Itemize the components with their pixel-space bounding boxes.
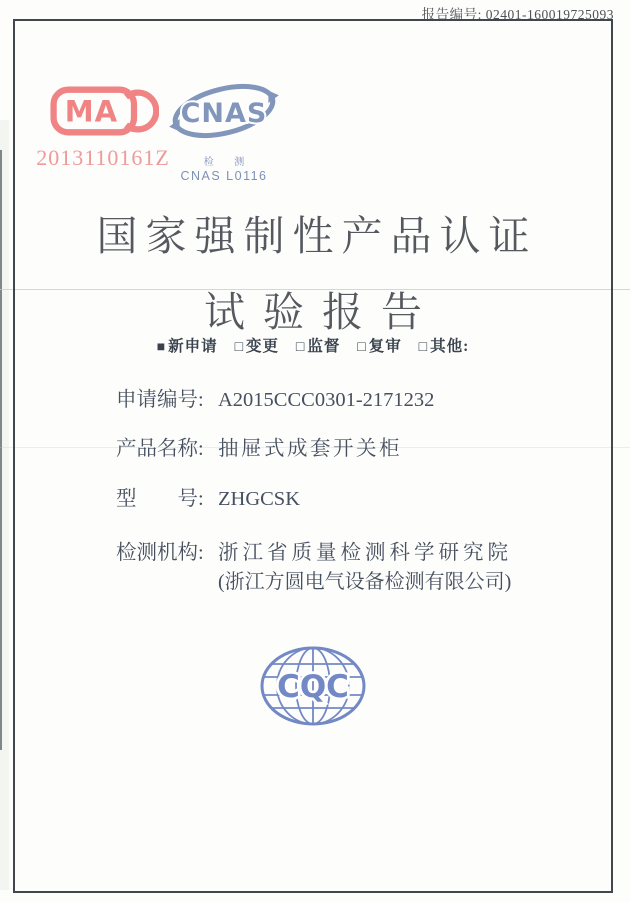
field-model xyxy=(116,487,596,511)
field-label: 检测机构: xyxy=(116,542,204,564)
option-supervision xyxy=(296,338,340,355)
option-label: 变更 xyxy=(246,338,280,355)
field-application-number xyxy=(116,388,596,412)
field-value: ZHGCSK xyxy=(218,488,301,510)
cqc-logo-block xyxy=(257,644,369,733)
cma-cert-number: 2013110161Z xyxy=(36,145,170,170)
cma-letters: MA xyxy=(64,94,119,129)
title-line1: 国家强制性产品认证 xyxy=(96,213,538,259)
document-title xyxy=(13,203,613,338)
field-test-institute-line2: (浙江方圆电气设备检测有限公司) xyxy=(218,571,512,593)
cnas-logo-block xyxy=(166,76,282,183)
report-number-value: 02401-160019725093 xyxy=(485,7,614,22)
option-label: 复审 xyxy=(368,338,402,355)
checkbox-empty-icon: □ xyxy=(234,340,245,355)
field-label: 申请编号: xyxy=(116,389,204,411)
field-value: 抽屉式成套开关柜 xyxy=(218,438,402,460)
cma-logo-icon xyxy=(47,80,159,142)
cma-logo-block xyxy=(28,80,178,171)
title-line2: 试验报告 xyxy=(204,289,440,335)
report-number-label: 报告编号: xyxy=(421,7,482,22)
checkbox-empty-icon: □ xyxy=(295,340,306,355)
field-value: A2015CCC0301-2171232 xyxy=(218,389,435,411)
cnas-accreditation-number: CNAS L0116 xyxy=(180,169,268,183)
field-product-name xyxy=(116,437,596,461)
field-label: 产品名称: xyxy=(116,438,204,460)
fields-section xyxy=(116,384,596,594)
field-label: 型 号: xyxy=(116,488,204,510)
cnas-logo-icon xyxy=(169,76,279,146)
field-test-institute xyxy=(116,541,596,565)
cnas-letters: CNAS xyxy=(180,98,268,129)
option-change xyxy=(235,338,279,355)
option-new-application xyxy=(157,338,218,355)
checkbox-empty-icon: □ xyxy=(357,340,367,355)
cqc-logo-icon xyxy=(258,644,368,728)
option-other xyxy=(419,338,470,355)
checkbox-checked-icon: ■ xyxy=(156,340,167,355)
cnas-caption: 检 测 xyxy=(203,157,254,168)
option-label: 监督 xyxy=(307,338,341,355)
option-label: 其他: xyxy=(430,338,470,355)
cqc-letters: CQC xyxy=(277,669,349,705)
option-review xyxy=(357,338,401,355)
scan-edge-line xyxy=(0,150,2,750)
application-type-row xyxy=(13,334,613,356)
checkbox-empty-icon: □ xyxy=(418,340,429,355)
field-value: 浙江省质量检测科学研究院 xyxy=(218,542,512,564)
option-label: 新申请 xyxy=(168,338,218,355)
